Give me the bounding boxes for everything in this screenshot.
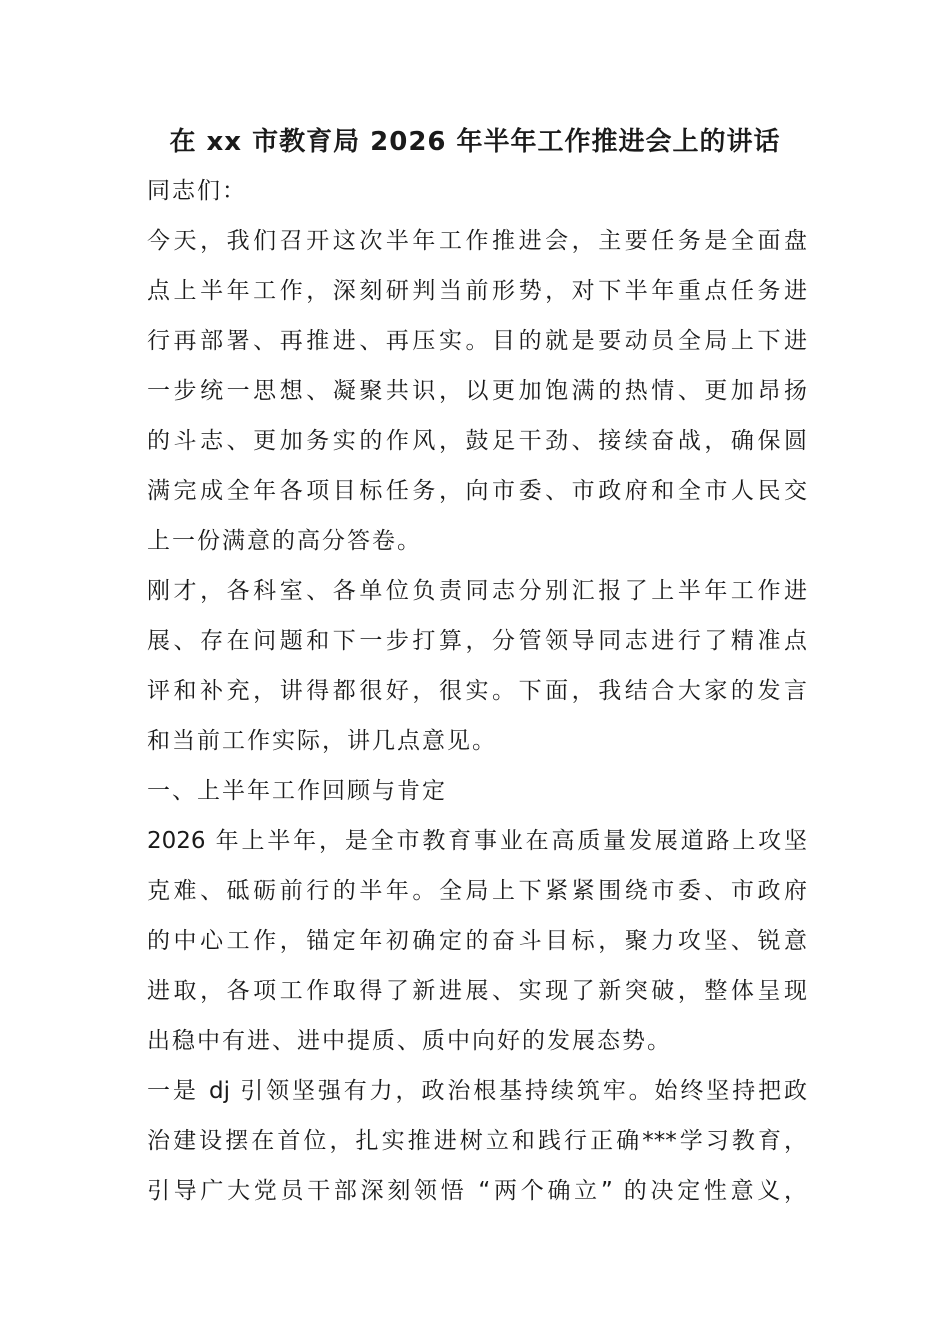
paragraph-line: 刚才，各科室、各单位负责同志分别汇报了上半年工作进 (147, 578, 807, 604)
paragraph-line: 一步统一思想、凝聚共识，以更加饱满的热情、更加昂扬 (147, 378, 807, 404)
paragraph-line: 2026 年上半年，是全市教育事业在高质量发展道路上攻坚 (147, 828, 807, 854)
paragraph-line: 治建设摆在首位，扎实推进树立和践行正确***学习教育， (147, 1128, 807, 1154)
paragraph-line: 展、存在问题和下一步打算，分管领导同志进行了精准点 (147, 628, 807, 654)
paragraph-line: 评和补充，讲得都很好，很实。下面，我结合大家的发言 (147, 678, 807, 704)
paragraph-line: 满完成全年各项目标任务，向市委、市政府和全市人民交 (147, 478, 807, 504)
paragraph-line: 和当前工作实际，讲几点意见。 (147, 728, 497, 754)
paragraph-line: 上一份满意的高分答卷。 (147, 528, 422, 554)
paragraph-line: 的中心工作，锚定年初确定的奋斗目标，聚力攻坚、锐意 (147, 928, 807, 954)
paragraph-line: 点上半年工作，深刻研判当前形势，对下半年重点任务进 (147, 278, 807, 304)
document-body (147, 166, 807, 1216)
document-title: 在 xx 市教育局 2026 年半年工作推进会上的讲话 (169, 127, 781, 157)
paragraph-line: 引导广大党员干部深刻领悟 “两个确立” 的决定性意义， (147, 1178, 807, 1204)
paragraph-line: 一是 dj 引领坚强有力，政治根基持续筑牢。始终坚持把政 (147, 1078, 807, 1104)
section-heading: 一、上半年工作回顾与肯定 (147, 778, 447, 804)
paragraph-line: 克难、砥砺前行的半年。全局上下紧紧围绕市委、市政府 (147, 878, 807, 904)
paragraph-line: 的斗志、更加务实的作风，鼓足干劲、接续奋战，确保圆 (147, 428, 807, 454)
paragraph-line: 行再部署、再推进、再压实。目的就是要动员全局上下进 (147, 328, 807, 354)
paragraph-line: 今天，我们召开这次半年工作推进会，主要任务是全面盘 (147, 228, 807, 254)
salutation-line: 同志们： (147, 178, 247, 204)
paragraph-line: 进取，各项工作取得了新进展、实现了新突破，整体呈现 (147, 978, 807, 1004)
paragraph-line: 出稳中有进、进中提质、质中向好的发展态势。 (147, 1028, 672, 1054)
